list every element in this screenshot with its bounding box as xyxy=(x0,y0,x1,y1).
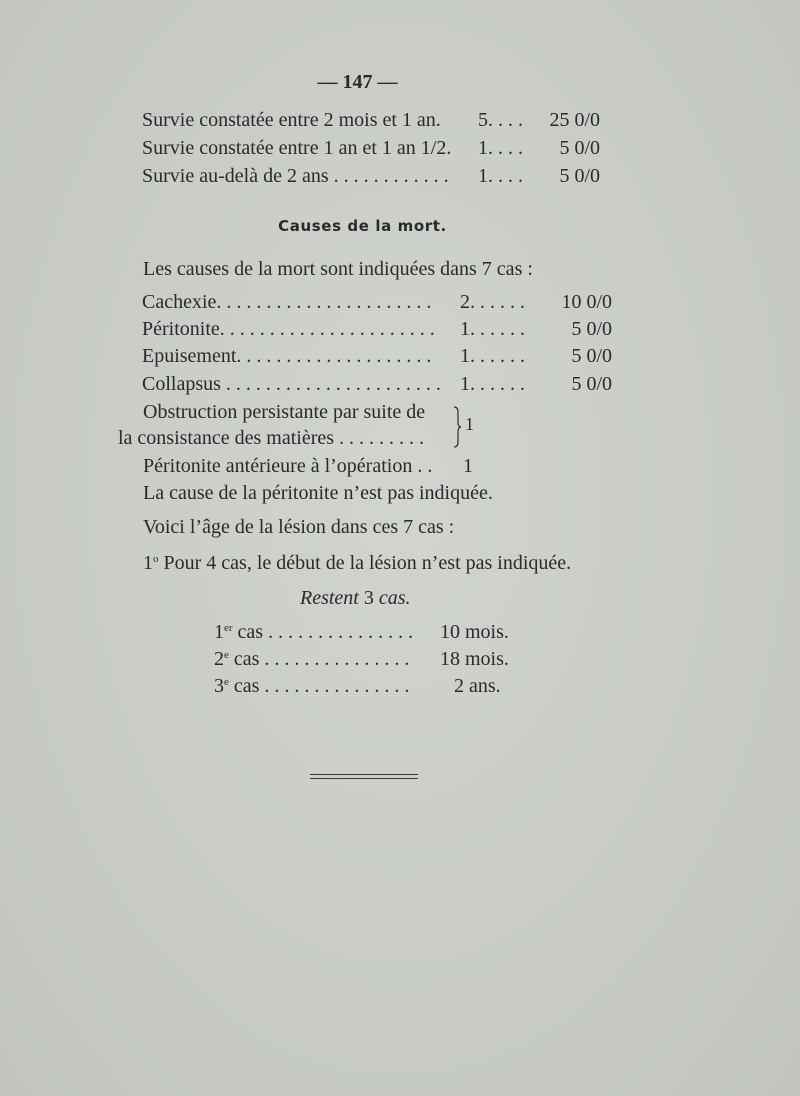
obstruction-count: 1 xyxy=(465,414,474,434)
survie-label: Survie constatée entre 2 mois et 1 an. xyxy=(142,109,441,131)
causes-intro: Les causes de la mort sont indiquées dans 7 cas : xyxy=(143,258,533,280)
age-row-superscript: e xyxy=(224,649,229,661)
age-row-ordinal: 1 xyxy=(214,621,224,643)
survie-label: Survie au-delà de 2 ans . . . . . . . . . . . . xyxy=(142,165,449,187)
age-row-label xyxy=(214,620,413,644)
cause-percent: 5 0/0 xyxy=(571,318,612,340)
cause-count: 1. . . . . . xyxy=(460,318,525,340)
first-point-superscript: o xyxy=(153,553,159,565)
cause-row xyxy=(142,372,614,396)
age-row-ordinal: 3 xyxy=(214,675,224,697)
survie-label: Survie constatée entre 1 an et 1 an 1/2. xyxy=(142,137,452,159)
first-point-number: 1 xyxy=(143,552,153,574)
cause-row xyxy=(142,290,614,314)
cause-label: Collapsus . . . . . . . . . . . . . . . . . . . . . . xyxy=(142,373,441,395)
restent-cas: cas. xyxy=(378,587,411,609)
survie-percent: 5 0/0 xyxy=(559,137,600,159)
restent-word: Restent xyxy=(300,587,359,609)
age-row xyxy=(214,620,519,644)
age-intro: Voici l’âge de la lésion dans ces 7 cas : xyxy=(143,516,455,538)
right-brace-icon xyxy=(452,406,462,448)
age-row-text: cas . . . . . . . . . . . . . . . xyxy=(233,675,410,697)
closing-rule-top xyxy=(310,774,418,775)
age-row-text: cas . . . . . . . . . . . . . . . xyxy=(233,648,410,670)
section-heading: Causes de la mort. xyxy=(278,217,447,235)
page-number: — 147 — xyxy=(317,71,398,93)
cause-percent: 5 0/0 xyxy=(571,373,612,395)
survie-count: 5. . . . xyxy=(478,109,523,131)
closing-rule-bottom xyxy=(310,778,418,779)
survie-row xyxy=(142,136,602,160)
cause-percent: 5 0/0 xyxy=(571,345,612,367)
first-point xyxy=(143,553,571,573)
restent-line xyxy=(300,588,411,608)
obstruction-line-2: la consistance des matières . . . . . . . . . xyxy=(118,427,425,449)
age-row-value: 18 mois. xyxy=(440,648,509,670)
survie-count: 1. . . . xyxy=(478,137,523,159)
cause-note: La cause de la péritonite n’est pas indiquée. xyxy=(143,482,493,504)
cause-count: 1. . . . . . xyxy=(460,345,525,367)
age-row-value: 10 mois. xyxy=(440,621,509,643)
cause-count: 2. . . . . . xyxy=(460,291,525,313)
age-row-label xyxy=(214,647,409,671)
cause-label: Péritonite. . . . . . . . . . . . . . . . . . . . . . xyxy=(142,318,435,340)
age-row-superscript: e xyxy=(224,676,229,688)
cause-row xyxy=(142,344,614,368)
peritonite-anterieure-count: 1 xyxy=(463,455,473,477)
survie-percent: 25 0/0 xyxy=(549,109,600,131)
age-row xyxy=(214,647,519,671)
cause-label: Epuisement. . . . . . . . . . . . . . . . . . . . xyxy=(142,345,432,367)
age-row xyxy=(214,674,519,698)
age-row-superscript: er xyxy=(224,622,233,634)
survie-count: 1. . . . xyxy=(478,165,523,187)
survie-percent: 5 0/0 xyxy=(559,165,600,187)
cause-row xyxy=(142,317,614,341)
survie-row xyxy=(142,108,602,132)
age-row-text: cas . . . . . . . . . . . . . . . xyxy=(237,621,414,643)
first-point-text: Pour 4 cas, le début de la lésion n’est pas indiquée. xyxy=(163,552,572,574)
restent-number: 3 xyxy=(363,587,374,609)
cause-percent: 10 0/0 xyxy=(561,291,612,313)
cause-label: Cachexie. . . . . . . . . . . . . . . . . . . . . . xyxy=(142,291,432,313)
obstruction-line-1: Obstruction persistante par suite de xyxy=(143,401,426,423)
survie-row xyxy=(142,164,602,188)
age-row-value: 2 ans. xyxy=(454,675,501,697)
age-row-ordinal: 2 xyxy=(214,648,224,670)
cause-count: 1. . . . . . xyxy=(460,373,525,395)
peritonite-anterieure: Péritonite antérieure à l’opération . . xyxy=(143,455,433,477)
age-row-label xyxy=(214,674,409,698)
